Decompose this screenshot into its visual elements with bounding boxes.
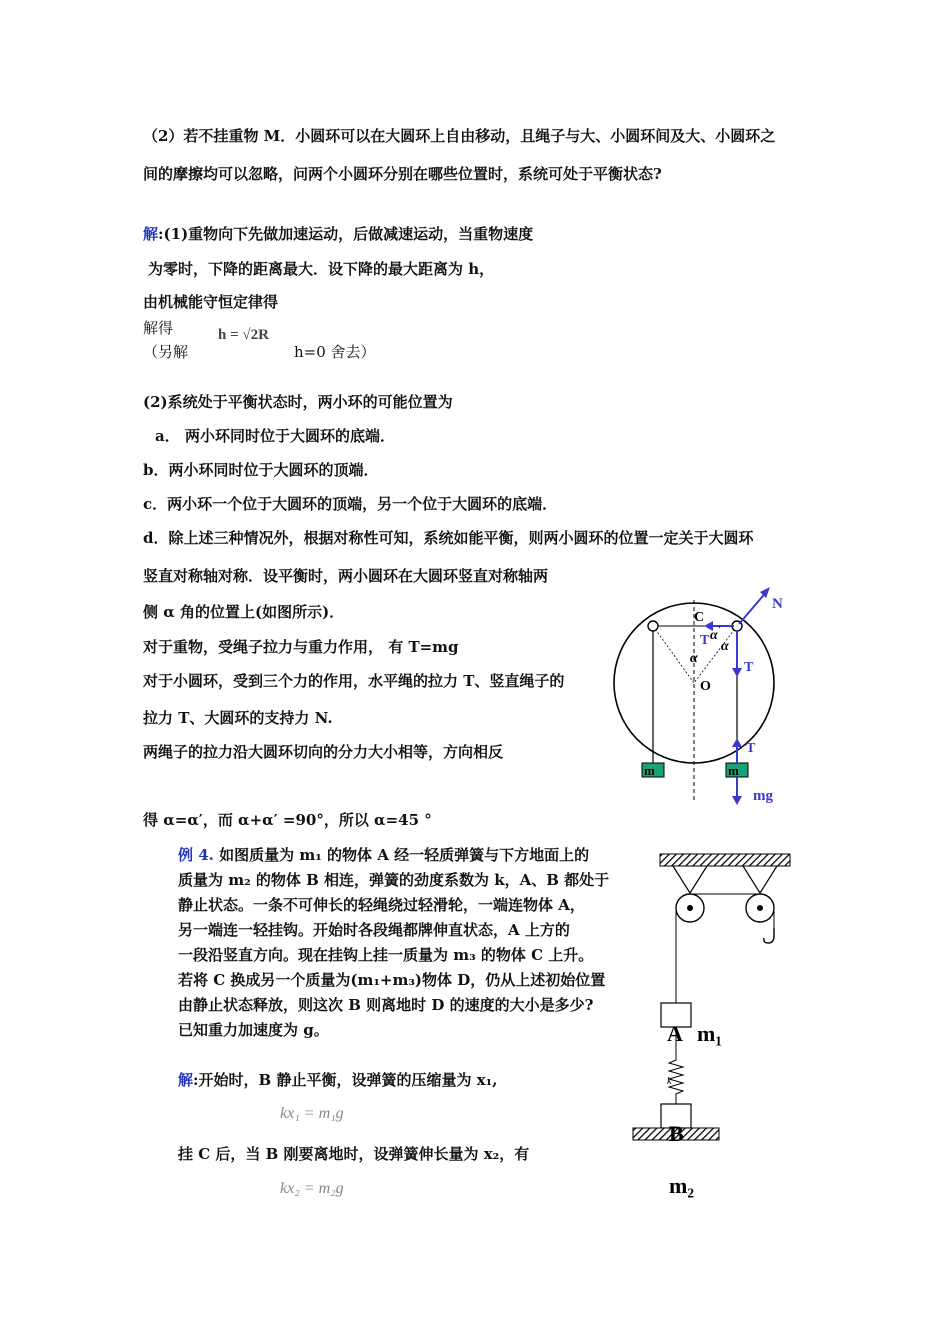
pulley-spring-diagram	[625, 848, 805, 1208]
solution-4-line-2: 挂 C 后，当 B 刚要离地时，设弹簧伸长量为 x₂，有	[178, 1145, 530, 1163]
gravity-arrowhead	[732, 796, 742, 805]
solution-1-line-5a: （另解	[143, 343, 189, 361]
label-alpha-2: α	[721, 639, 729, 654]
label-N: N	[772, 596, 783, 612]
label-T-top: T	[700, 633, 710, 648]
label-m1: m₁	[697, 1021, 722, 1046]
solution-1-line-2: 为零时，下降的距离最大．设下降的最大距离为 h，	[148, 260, 495, 278]
ceiling	[660, 854, 790, 866]
label-A: A	[667, 1021, 683, 1046]
solution-1-line-1	[143, 224, 533, 244]
solution-1-line-5b: h=0 舍去）	[294, 343, 376, 361]
label-m2: m₂	[669, 1173, 694, 1198]
label-alpha-prime: ′	[718, 622, 722, 636]
solution-2-conclusion: 得 α=α′，而 α+α′ =90°，所以 α=45 °	[143, 811, 432, 829]
pulley-1-axle	[687, 905, 693, 911]
hook	[764, 928, 774, 943]
tension-down-arrowhead	[732, 668, 742, 677]
solution-1-text: :(1)重物向下先做加速运动，后做减速运动，当重物速度	[158, 225, 534, 243]
solution-4-line-1	[178, 1070, 497, 1090]
solution-2-case-d-7: 两绳子的拉力沿大圆环切向的分力大小相等，方向相反	[143, 743, 504, 761]
solution-4-text: :开始时，B 静止平衡，设弹簧的压缩量为 x₁,	[193, 1071, 498, 1089]
solution-2-case-d-4: 对于重物，受绳子拉力与重力作用， 有 T=mg	[143, 638, 459, 656]
example-4-line-3: 静止状态。一条不可伸长的轻绳绕过轻滑轮，一端连物体 A，	[178, 896, 585, 914]
example-4-line-4: 另一端连一轻挂钩。开始时各段绳都牌伸直状态，A 上方的	[178, 921, 570, 939]
label-alpha-3: α	[690, 651, 698, 666]
solution-1-line-3: 由机械能守恒定律得	[143, 293, 279, 311]
solution-2-case-d-1: d．除上述三种情况外，根据对称性可知，系统如能平衡，则两小圆环的位置一定关于大圆环	[143, 529, 754, 547]
pulley-2-mount-b	[760, 866, 777, 893]
equation-1: kx₁ = m₁g	[280, 1105, 344, 1122]
q2-line-2: 间的摩擦均可以忽略，问两个小圆环分别在哪些位置时，系统可处于平衡状态?	[143, 165, 662, 183]
tension-up-arrowhead	[732, 738, 742, 747]
example-4-line-5: 一段沿竖直方向。现在挂钩上挂一质量为 m₃ 的物体 C 上升。	[178, 946, 594, 964]
label-B: B	[669, 1121, 684, 1146]
example-4-line-6: 若将 C 换成另一个质量为(m₁+m₃)物体 D，仍从上述初始位置	[178, 971, 606, 989]
label-m-right: m	[728, 763, 739, 778]
example-4-line-7: 由静止状态释放，则这次 B 则离地时 D 的速度的大小是多少?	[178, 996, 594, 1014]
label-C: C	[694, 610, 705, 625]
solution-2-case-d-6: 拉力 T、大圆环的支持力 N.	[143, 709, 333, 727]
label-O: O	[700, 679, 711, 694]
formula-h: h = √2R	[218, 327, 269, 343]
solution-4-label: 解	[178, 1071, 194, 1089]
radius-left	[653, 626, 694, 683]
label-T-right: T	[744, 660, 754, 675]
solution-2-case-d-5: 对于小圆环，受到三个力的作用，水平绳的拉力 T、竖直绳子的	[143, 672, 565, 690]
solution-2-case-b: b．两小环同时位于大圆环的顶端．	[143, 461, 379, 479]
solution-2-case-c: c．两小环一个位于大圆环的顶端，另一个位于大圆环的底端．	[143, 495, 558, 513]
pulley-2-axle	[757, 905, 763, 911]
solution-2-case-d-2: 竖直对称轴对称．设平衡时，两小圆环在大圆环竖直对称轴两	[143, 567, 549, 585]
pulley-1-mount-b	[690, 866, 707, 893]
label-k: k	[667, 1076, 672, 1087]
solution-2-case-a: a． 两小环同时位于大圆环的底端．	[155, 427, 395, 445]
small-ring-left	[648, 621, 658, 631]
equation-2: kx₂ = m₂g	[280, 1180, 344, 1197]
solution-1-line-4: 解得	[143, 319, 174, 337]
solution-label: 解	[143, 225, 159, 243]
label-T-low: T	[746, 741, 756, 756]
example-4-line-2: 质量为 m₂ 的物体 B 相连，弹簧的劲度系数为 k，A、B 都处于	[178, 871, 610, 889]
label-mg: mg	[753, 788, 773, 804]
pulley-1-mount-a	[673, 866, 690, 893]
pulley-2-mount-a	[743, 866, 760, 893]
ring-equilibrium-diagram	[600, 580, 820, 820]
label-m-left: m	[644, 763, 655, 778]
solution-2-intro: (2)系统处于平衡状态时，两小环的可能位置为	[143, 393, 453, 411]
solution-2-case-d-3: 侧 α 角的位置上(如图所示)．	[143, 603, 345, 621]
example-4-line-1	[178, 845, 589, 865]
label-alpha-1: α	[710, 628, 718, 643]
example-4-text: 如图质量为 m₁ 的物体 A 经一轻质弹簧与下方地面上的	[219, 846, 590, 864]
example-4-line-8: 已知重力加速度为 g。	[178, 1021, 329, 1039]
example-4-label: 例 4.	[178, 846, 214, 864]
q2-line-1: （2）若不挂重物 M．小圆环可以在大圆环上自由移动，且绳子与大、小圆环间及大、小圆环之	[143, 127, 776, 145]
